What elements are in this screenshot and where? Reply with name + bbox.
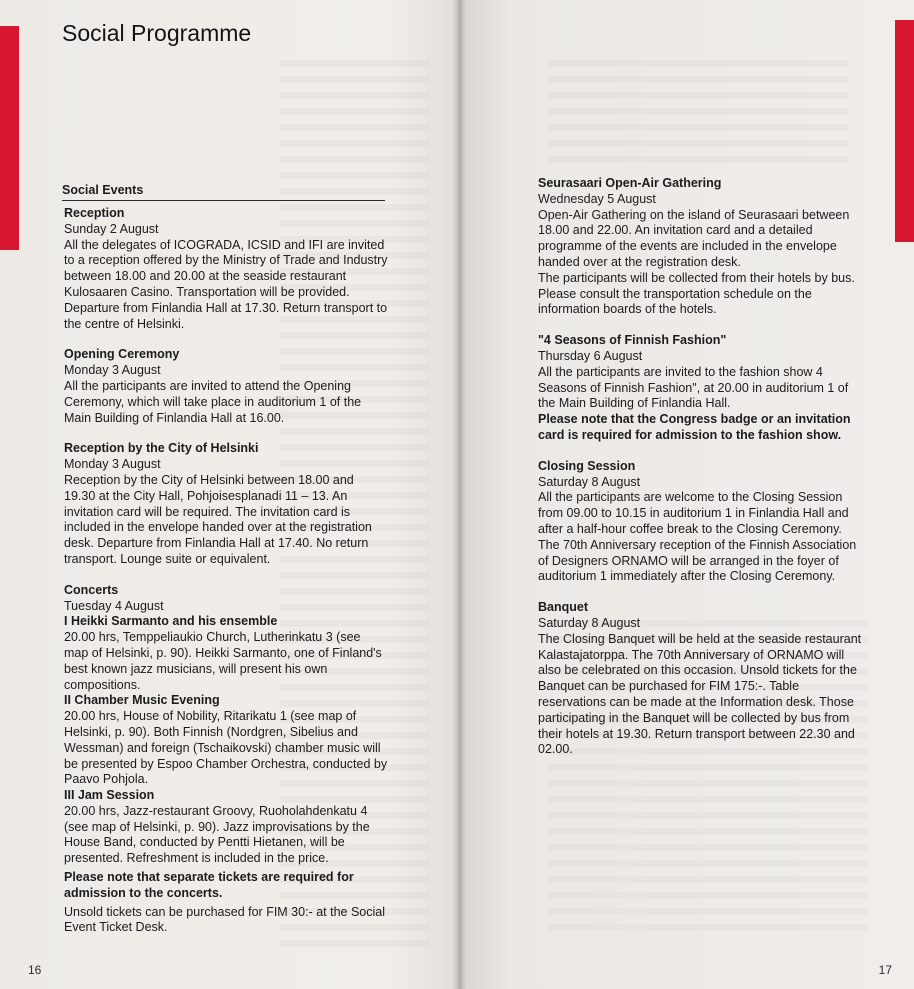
- left-column: [64, 206, 388, 951]
- concert-title: III Jam Session: [64, 788, 155, 803]
- concert-text: 20.00 hrs, House of Nobility, Ritarikatu 1 (see map of Helsinki, p. 90). Both Finnish (Nordgren, Sibelius and Wessman) and foreign (Tschaikovski) chamber music will be presented by Espoo Chamber Orchestra, conducted by Paavo Pohjola.: [64, 709, 388, 787]
- entry-paragraph: Departure from Finlandia Hall at 17.30. Return transport to the centre of Helsinki.: [64, 300, 388, 331]
- concert-title: I Heikki Sarmanto and his ensemble: [64, 614, 278, 629]
- entry-paragraph: All the participants are invited to the fashion show 4 Seasons of Finnish Fashion", at 20.00 in auditorium 1 of the Main Building of Finlandia Hall.: [538, 364, 849, 411]
- entry-concerts: [64, 583, 388, 937]
- entry-paragraph: Open-Air Gathering on the island of Seurasaari between 18.00 and 22.00. An invitation card and a detailed programme of the events are included in the envelope handed over at the registration desk.: [538, 207, 850, 269]
- entry-date: Wednesday 5 August: [538, 191, 656, 206]
- entry-date: Tuesday 4 August: [64, 598, 164, 613]
- entry-paragraph: All the delegates of ICOGRADA, ICSID and IFI are invited to a reception offered by the Ministry of Trade and Industry between 18.00 and 20.00 at the seaside restaurant Kulosaaren Casino. Transportation will be provided.: [64, 237, 388, 299]
- entry-closing-session: [538, 459, 868, 585]
- entry-fashion-show: [538, 333, 868, 444]
- entry-reception: [64, 206, 388, 332]
- red-page-tab: [0, 26, 19, 250]
- entry-paragraph: The participants will be collected from their hotels by bus. Please consult the transportation schedule on the information boards of the hotels.: [538, 270, 855, 317]
- red-page-tab: [895, 20, 914, 242]
- entry-date: Saturday 8 August: [538, 615, 641, 630]
- entry-date: Monday 3 August: [64, 457, 161, 472]
- entry-banquet: [538, 600, 868, 758]
- entry-city-reception: [64, 441, 388, 567]
- entry-heading: Seurasaari Open-Air Gathering: [538, 176, 722, 190]
- section-title: Social Events: [62, 183, 385, 201]
- entry-date: Sunday 2 August: [64, 221, 159, 236]
- entry-paragraph: All the participants are invited to attend the Opening Ceremony, which will take place in auditorium 1 of the Main Building of Finlandia Hall at 16.00.: [64, 378, 362, 425]
- entry-heading: Reception by the City of Helsinki: [64, 441, 259, 456]
- entry-seurasaari: [538, 176, 868, 318]
- entry-heading: Concerts: [64, 582, 119, 597]
- concert-note: Please note that separate tickets are required for admission to the concerts.: [64, 870, 354, 900]
- entry-date: Saturday 8 August: [538, 474, 641, 489]
- concert-text: 20.00 hrs, Temppeliaukio Church, Lutherinkatu 3 (see map of Helsinki, p. 90). Heikki Sarmanto, one of Finland's best known jazz musicians, will present his own compositions.: [64, 630, 382, 692]
- entry-date: Monday 3 August: [64, 363, 161, 378]
- concert-text: 20.00 hrs, Jazz-restaurant Groovy, Ruoholahdenkatu 4 (see map of Helsinki, p. 90). Jazz improvisations by the House Band, conducted by Pentti Hietanen, will be presented. Refreshment is included in the price.: [64, 803, 370, 866]
- right-column: [538, 176, 868, 773]
- page-number: 17: [878, 963, 892, 977]
- page-number: 16: [28, 963, 42, 977]
- entry-date: Thursday 6 August: [538, 348, 643, 363]
- entry-paragraph: All the participants are welcome to the Closing Session from 09.00 to 10.15 in auditorium 1 in Finlandia Hall and after a half-hour coffee break to the Closing Ceremony.: [538, 490, 849, 536]
- book-gutter: [452, 0, 466, 989]
- concert-title: II Chamber Music Evening: [64, 693, 220, 708]
- entry-heading: Reception: [64, 206, 125, 220]
- entry-paragraph: Reception by the City of Helsinki between 18.00 and 19.30 at the City Hall, Pohjoisesplanadi 11 – 13. An invitation card will be required. The invitation card is included in the envelope handed over at the registration desk. Departure from Finlandia Hall at 17.40. No return transport. Lounge suite or equivalent.: [64, 472, 372, 566]
- show-through-texture: [548, 60, 848, 170]
- entry-heading: Banquet: [538, 600, 588, 615]
- page-title: Social Programme: [62, 20, 252, 46]
- entry-note: Please note that the Congress badge or an invitation card is required for admission to the fashion show.: [538, 412, 851, 442]
- entry-heading: Closing Session: [538, 458, 636, 473]
- entry-heading: Opening Ceremony: [64, 347, 180, 362]
- right-page: [458, 0, 914, 989]
- entry-paragraph: The 70th Anniversary reception of the Finnish Association of Designers ORNAMO will be arranged in the foyer of auditorium 1 immediately after the Closing Ceremony.: [538, 537, 857, 584]
- entry-opening-ceremony: [64, 347, 388, 426]
- entry-heading: "4 Seasons of Finnish Fashion": [538, 333, 727, 348]
- concert-footer: Unsold tickets can be purchased for FIM 30:- at the Social Event Ticket Desk.: [64, 904, 385, 935]
- entry-paragraph: The Closing Banquet will be held at the seaside restaurant Kalastajatorppa. The 70th Anniversary of ORNAMO will also be celebrated on this occasion. Unsold tickets for the Banquet can be purchased for FIM 175:-. Table reservations can be made at the Information desk. Those participating in the Banquet will be collected by bus from their hotels at 19.30. Return transport between 22.30 and 02.00.: [538, 631, 862, 757]
